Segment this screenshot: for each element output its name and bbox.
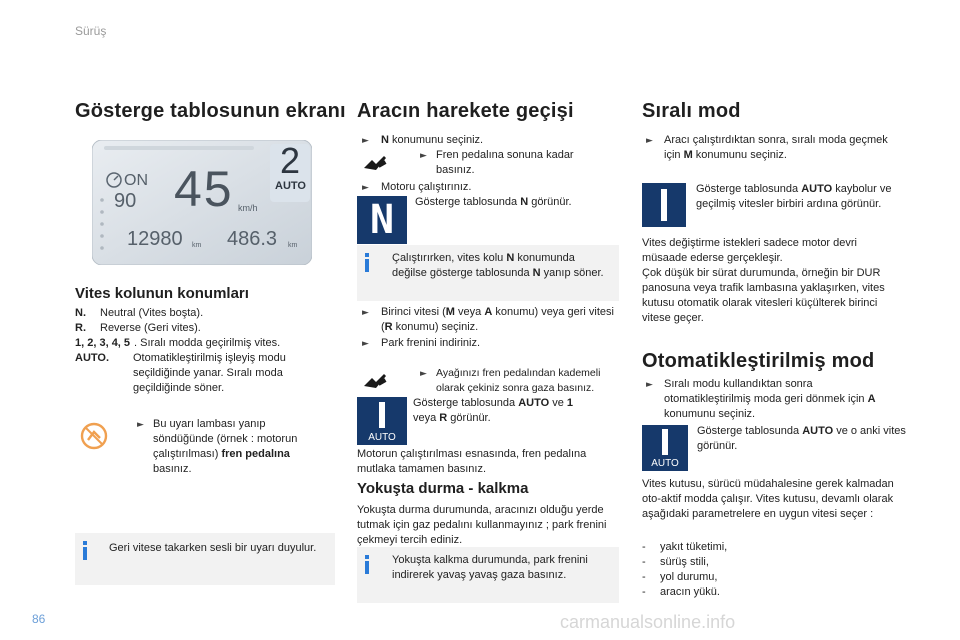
- info-text: Çalıştırırken, vites kolu N konumunda değilse gösterge tablosunda N yanıp söner.: [392, 252, 604, 279]
- info-note-reverse: [75, 533, 335, 585]
- watermark: carmanualsonline.info: [560, 612, 736, 632]
- trip-meter: 486.3: [227, 228, 278, 250]
- list-item: - sürüş stili,: [642, 556, 709, 568]
- hill-title: Yokuşta durma - kalkma: [357, 480, 529, 497]
- info-text: Yokuşta kalkma durumunda, park frenini indirerek yavaş yavaş gaza basınız.: [392, 554, 588, 581]
- list-item: - yakıt tüketimi,: [642, 541, 728, 553]
- bullet-marker: ►: [420, 151, 427, 161]
- auto-mode-title: Otomatikleştirilmiş mod: [642, 350, 875, 372]
- auto-display-icon: AUTO: [642, 425, 688, 471]
- step-release-brake: Park frenini indiriniz.: [381, 337, 481, 349]
- page-number: 86: [32, 612, 46, 626]
- gear-positions-list: [75, 306, 325, 396]
- list-item: AUTO. Otomatikleştirilmiş işleyiş modu seçildiğinde yanar. Sıralı moda geçildiğinde söner.: [75, 352, 286, 394]
- odometer: 12980: [127, 228, 183, 250]
- bullet-marker: ►: [362, 339, 369, 349]
- list-item: R. Reverse (Geri vites).: [75, 322, 201, 334]
- info-icon: [83, 541, 87, 560]
- info-note-hill: [357, 547, 619, 603]
- engine-start-note: Motorun çalıştırılması esnasında, fren pedalına mutlaka tamamen basınız.: [357, 448, 587, 475]
- foot-accelerator-icon: [362, 370, 388, 390]
- section-header: Sürüş: [75, 24, 107, 38]
- bullet-marker: ►: [362, 308, 369, 318]
- bullet-marker: ►: [646, 380, 653, 390]
- list-item: N. Neutral (Vites boşta).: [75, 307, 204, 319]
- list-item: - aracın yükü.: [642, 586, 720, 598]
- cruise-state: ON: [124, 172, 148, 189]
- foot-pedal-icon: [362, 152, 388, 172]
- auto-note: Vites kutusu, sürücü müdahalesine gerek kalmadan oto-aktif modda çalışır. Vites kutusu, devamlı olarak aşağıdaki parametrelere en uygun vitesi seçer :: [642, 478, 894, 520]
- info-icon: [365, 253, 369, 272]
- cruise-speed: 90: [114, 190, 137, 212]
- bullet-marker: ►: [137, 420, 144, 430]
- list-item: 1, 2, 3, 4, 5 . Sıralı modda geçirilmiş vites.: [75, 337, 281, 349]
- n-display-icon: N: [357, 196, 407, 244]
- step-select-n: N konumunu seçiniz.: [381, 134, 484, 146]
- info-note-n-flash: [357, 245, 619, 301]
- step-select-gear: Birinci vitesi (M veya A konumu) veya geri vitesi (R konumu) seçiniz.: [381, 306, 614, 333]
- seq-step-2: Gösterge tablosunda AUTO kaybolur ve geçilmiş vitesler birbiri ardına görünür.: [696, 183, 892, 210]
- info-icon: [365, 555, 369, 574]
- instrument-cluster: [92, 140, 312, 265]
- odo-unit: km: [192, 242, 202, 249]
- bullet-marker: ►: [420, 369, 427, 379]
- lamp-note: Bu uyarı lambası yanıp söndüğünde (örnek : motorun çalıştırılması) fren pedalına basınız.: [153, 418, 298, 475]
- parameter-list: [642, 540, 842, 600]
- speed-unit: km/h: [238, 203, 258, 213]
- step-brake: Fren pedalına sonuna kadar basınız.: [436, 149, 574, 176]
- seq-step-1: Aracı çalıştırdıktan sonra, sıralı moda geçmek için M konumunu seçiniz.: [664, 134, 888, 161]
- seq-note-1: Vites değiştirme istekleri sadece motor devri müsaade ederse gerçekleşir.: [642, 237, 857, 264]
- col3-title: Sıralı mod: [642, 100, 741, 122]
- col1-title: Gösterge tablosunun ekranı: [75, 100, 346, 122]
- auto-readout: AUTO: [275, 180, 306, 192]
- step-auto-shown: Gösterge tablosunda AUTO ve 1 veya R görünür.: [413, 397, 574, 424]
- step-start-engine: Motoru çalıştırınız.: [381, 181, 472, 193]
- gear-positions-title: Vites kolunun konumları: [75, 285, 249, 302]
- col2-title: Aracın harekete geçişi: [357, 100, 574, 122]
- hill-text: Yokuşta durma durumunda, aracınızı olduğu yerde tutmak için gaz pedalını kullanmayınız ; park frenini çekmeyi tercih ediniz.: [357, 504, 607, 546]
- seq-note-2: Çok düşük bir sürat durumunda, örneğin bir DUR panosuna veya trafik lambasına yaklaşırken, vites kutusu otomatik olarak vitesleri küçülterek birinci vitese geçer.: [642, 267, 885, 324]
- info-text: Geri vitese takarken sesli bir uyarı duyulur.: [109, 542, 317, 554]
- step-release-pedal: Ayağınızı fren pedalından kademeli olarak çekiniz sonra gaza basınız.: [436, 367, 601, 394]
- gear-readout: 2: [280, 140, 301, 181]
- bullet-marker: ►: [362, 183, 369, 193]
- trip-unit: km: [288, 242, 298, 249]
- brake-foot-warning-icon: [80, 422, 108, 450]
- auto-step-2: Gösterge tablosunda AUTO ve o anki vites görünür.: [697, 425, 906, 452]
- speed-readout: 45: [174, 161, 234, 217]
- bullet-marker: ►: [646, 136, 653, 146]
- step-n-shown: Gösterge tablosunda N görünür.: [415, 196, 572, 208]
- auto-gear-display-icon: AUTO: [357, 397, 407, 445]
- bullet-marker: ►: [362, 136, 369, 146]
- auto-step-1: Sıralı modu kullandıktan sonra otomatikleştirilmiş moda geri dönmek için A konumunu seçiniz.: [664, 378, 876, 420]
- list-item: - yol durumu,: [642, 571, 718, 583]
- gear-one-display-icon: [642, 183, 686, 227]
